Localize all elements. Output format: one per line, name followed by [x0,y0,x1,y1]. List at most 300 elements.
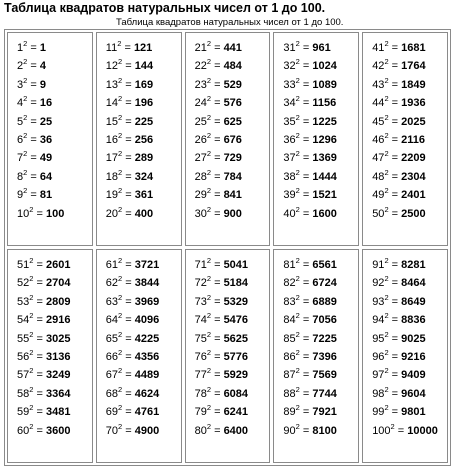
square-base: 32 [283,60,296,73]
equals-sign: = [122,332,135,345]
square-value: 5476 [223,314,249,327]
square-value: 625 [223,115,242,128]
square-exponent: 2 [384,348,389,358]
square-base: 60 [17,424,30,437]
equals-sign: = [299,369,313,382]
square-exponent: 2 [118,167,123,177]
square-value: 961 [312,42,331,54]
square-value: 3136 [45,351,71,364]
equals-sign: = [388,406,402,419]
square-value: 5041 [223,259,249,271]
square-value: 3249 [45,369,71,382]
square-row [372,311,447,329]
square-row [283,330,358,348]
equals-sign: = [33,424,46,437]
square-base: 18 [105,170,119,183]
square-exponent: 2 [295,204,300,214]
square-base: 23 [194,78,207,91]
square-base: 92 [372,277,385,290]
square-exponent: 2 [384,186,389,196]
square-exponent: 2 [390,421,395,431]
square-value: 4356 [134,351,160,364]
square-row [17,385,92,403]
equals-sign: = [211,60,224,73]
square-value: 4489 [134,369,160,382]
square-value: 4624 [134,387,160,400]
square-base: 53 [17,295,30,308]
square-value: 2916 [45,314,71,327]
square-exponent: 2 [29,274,34,284]
square-base: 93 [372,295,385,308]
equals-sign: = [388,277,402,290]
square-exponent: 2 [118,421,123,431]
square-row [17,348,92,366]
square-value: 2116 [401,134,426,147]
square-base: 71 [194,259,207,271]
square-base: 48 [372,170,385,183]
square-exponent: 2 [29,366,34,376]
square-base: 78 [194,387,207,400]
equals-sign: = [211,295,224,308]
square-row [106,256,181,274]
equals-sign: = [211,314,224,327]
square-base: 99 [372,406,385,419]
equals-sign: = [299,314,313,327]
square-row [283,168,358,186]
square-row [195,186,270,204]
table-cell-block [7,32,93,246]
square-row [283,57,358,75]
square-base: 87 [283,369,296,382]
square-value: 7744 [312,387,337,400]
equals-sign: = [388,207,402,220]
square-row [17,168,92,186]
square-exponent: 2 [206,384,212,394]
page-title: Таблица квадратов натуральных чисел от 1 до 100. [4,1,326,15]
equals-sign: = [211,97,224,110]
square-exponent: 2 [29,329,34,339]
square-base: 76 [194,351,207,364]
equals-sign: = [299,259,313,271]
square-exponent: 2 [206,311,212,321]
square-exponent: 2 [29,421,34,431]
square-exponent: 2 [295,384,300,394]
equals-sign: = [299,42,313,54]
square-value: 2401 [401,189,426,202]
square-base: 80 [194,424,207,437]
square-value: 7056 [312,314,337,327]
square-exponent: 2 [384,94,389,104]
square-base: 17 [105,152,119,165]
square-row [283,186,358,204]
square-value: 9216 [401,351,426,364]
square-base: 4 [17,97,24,110]
square-exponent: 2 [206,348,212,358]
equals-sign: = [299,115,313,128]
square-value: 361 [134,189,154,202]
equals-sign: = [299,406,313,419]
square-value: 25 [39,115,53,128]
square-value: 6561 [312,259,337,271]
square-row [195,168,270,186]
square-base: 75 [194,332,207,345]
equals-sign: = [299,134,313,147]
square-base: 8 [17,170,24,183]
square-base: 40 [283,207,296,220]
square-row [283,256,358,274]
square-row [106,39,181,57]
square-exponent: 2 [295,112,300,122]
square-row [195,149,270,167]
square-base: 57 [17,369,30,382]
equals-sign: = [27,78,40,91]
square-value: 169 [134,78,154,91]
square-exponent: 2 [118,112,123,122]
square-row [17,422,92,440]
square-exponent: 2 [118,348,123,358]
square-row [106,113,181,131]
square-base: 90 [283,424,296,437]
square-value: 8281 [401,259,426,271]
square-base: 29 [194,189,207,202]
equals-sign: = [122,424,135,437]
equals-sign: = [211,277,224,290]
square-value: 841 [223,189,242,202]
square-base: 46 [372,134,385,147]
equals-sign: = [211,134,224,147]
square-base: 12 [105,60,119,73]
square-row [283,113,358,131]
square-row [372,422,447,440]
square-exponent: 2 [295,39,300,48]
square-base: 72 [194,277,207,290]
square-base: 13 [105,78,119,91]
square-base: 6 [17,134,24,147]
square-base: 47 [372,152,385,165]
equals-sign: = [122,152,135,165]
equals-sign: = [33,295,46,308]
square-base: 35 [283,115,296,128]
square-base: 31 [283,42,296,54]
square-base: 56 [17,351,30,364]
square-value: 729 [223,152,242,165]
square-row [17,76,92,94]
square-row [372,293,447,311]
square-exponent: 2 [384,274,389,284]
square-row [283,76,358,94]
square-row [195,422,270,440]
square-base: 7 [17,152,24,165]
square-row [283,39,358,57]
square-value: 1156 [312,97,337,110]
square-value: 7396 [312,351,337,364]
equals-sign: = [27,60,40,73]
square-value: 5625 [223,332,249,345]
equals-sign: = [299,277,313,290]
square-row [283,293,358,311]
square-value: 784 [223,170,242,183]
square-base: 30 [194,207,207,220]
square-exponent: 2 [384,149,389,159]
square-value: 8464 [401,277,426,290]
square-base: 62 [105,277,119,290]
square-value: 1849 [401,78,426,91]
square-value: 1024 [312,60,337,73]
square-exponent: 2 [23,131,28,141]
equals-sign: = [388,295,402,308]
square-exponent: 2 [118,94,123,104]
square-exponent: 2 [295,94,300,104]
square-exponent: 2 [206,131,212,141]
square-value: 7569 [312,369,337,382]
square-row [17,39,92,57]
equals-sign: = [122,78,135,91]
square-value: 1225 [312,115,337,128]
square-value: 6084 [223,387,249,400]
square-base: 41 [372,42,385,54]
square-value: 9409 [401,369,426,382]
square-row [17,113,92,131]
square-row [195,385,270,403]
square-row [372,385,447,403]
square-row [17,403,92,421]
square-base: 83 [283,295,296,308]
equals-sign: = [388,170,402,183]
square-base: 96 [372,351,385,364]
square-base: 98 [372,387,385,400]
square-exponent: 2 [206,204,212,214]
square-exponent: 2 [206,292,212,302]
square-value: 4 [39,60,46,73]
square-exponent: 2 [29,384,34,394]
equals-sign: = [388,314,402,327]
square-value: 3600 [45,424,71,437]
equals-sign: = [211,387,224,400]
square-exponent: 2 [206,57,212,67]
equals-sign: = [122,189,135,202]
square-value: 81 [39,189,53,202]
equals-sign: = [27,42,40,54]
equals-sign: = [211,351,224,364]
equals-sign: = [299,152,313,165]
square-value: 1369 [312,152,337,165]
equals-sign: = [299,60,313,73]
equals-sign: = [27,97,40,110]
square-exponent: 2 [23,149,28,159]
square-base: 58 [17,387,30,400]
equals-sign: = [388,387,402,400]
square-value: 6724 [312,277,337,290]
square-value: 400 [134,207,154,220]
square-row [17,330,92,348]
equals-sign: = [122,170,135,183]
squares-table [4,29,451,466]
square-value: 2209 [401,152,426,165]
square-exponent: 2 [295,421,300,431]
equals-sign: = [211,189,224,202]
square-value: 3969 [134,295,160,308]
square-exponent: 2 [295,75,300,85]
square-exponent: 2 [118,149,123,159]
square-base: 97 [372,369,385,382]
square-base: 21 [194,42,207,54]
square-row [195,131,270,149]
equals-sign: = [27,115,40,128]
equals-sign: = [388,42,402,54]
equals-sign: = [122,387,135,400]
equals-sign: = [122,134,135,147]
square-base: 100 [372,424,391,437]
square-base: 59 [17,406,30,419]
square-row [372,168,447,186]
equals-sign: = [33,406,46,419]
equals-sign: = [122,207,135,220]
square-exponent: 2 [23,39,28,48]
page-subtitle: Таблица квадратов натуральных чисел от 1 до 100. [116,17,344,28]
square-row [283,205,358,223]
square-base: 11 [105,42,118,54]
square-base: 95 [372,332,385,345]
equals-sign: = [33,332,46,345]
square-row [372,330,447,348]
square-exponent: 2 [295,366,300,376]
square-row [372,94,447,112]
square-exponent: 2 [23,167,28,177]
square-exponent: 2 [206,256,212,265]
square-row [283,422,358,440]
square-row [372,366,447,384]
square-value: 529 [223,78,242,91]
square-exponent: 2 [206,149,212,159]
square-row [372,57,447,75]
square-base: 86 [283,351,296,364]
square-base: 25 [194,115,207,128]
square-base: 55 [17,332,30,345]
square-exponent: 2 [206,421,212,431]
square-value: 6241 [223,406,249,419]
square-row [283,348,358,366]
square-base: 70 [105,424,119,437]
square-base: 39 [283,189,296,202]
square-row [106,311,181,329]
square-exponent: 2 [295,311,300,321]
equals-sign: = [211,424,224,437]
square-value: 64 [39,170,53,183]
square-exponent: 2 [295,167,300,177]
square-exponent: 2 [384,366,389,376]
square-base: 19 [105,189,119,202]
square-value: 3481 [45,406,71,419]
equals-sign: = [33,259,46,271]
square-value: 289 [134,152,154,165]
square-row [283,366,358,384]
equals-sign: = [122,314,135,327]
square-row [372,149,447,167]
square-exponent: 2 [384,292,389,302]
square-base: 3 [17,78,24,91]
table-cell-block [185,32,271,246]
square-row [106,186,181,204]
square-base: 22 [194,60,207,73]
equals-sign: = [299,332,313,345]
square-exponent: 2 [295,348,300,358]
square-exponent: 2 [295,403,300,413]
square-row [17,205,92,223]
square-row [17,131,92,149]
square-value: 1296 [312,134,337,147]
square-base: 74 [194,314,207,327]
square-value: 1444 [312,170,337,183]
square-exponent: 2 [206,112,212,122]
square-row [106,293,181,311]
square-value: 4225 [134,332,160,345]
square-row [106,330,181,348]
equals-sign: = [211,207,224,220]
square-exponent: 2 [384,131,389,141]
square-value: 1089 [312,78,337,91]
square-value: 5329 [223,295,249,308]
square-base: 15 [105,115,119,128]
equals-sign: = [211,152,224,165]
square-base: 52 [17,277,30,290]
square-row [372,274,447,292]
square-exponent: 2 [384,112,389,122]
square-row [195,366,270,384]
square-row [195,205,270,223]
square-value: 2601 [45,259,71,271]
square-row [372,39,447,57]
equals-sign: = [27,189,40,202]
square-base: 79 [194,406,207,419]
square-value: 2704 [45,277,71,290]
square-base: 43 [372,78,385,91]
square-row [372,205,447,223]
square-base: 91 [372,259,385,271]
square-row [372,348,447,366]
square-exponent: 2 [384,75,389,85]
square-base: 5 [17,115,24,128]
square-exponent: 2 [206,167,212,177]
square-exponent: 2 [118,274,123,284]
square-value: 3364 [45,387,71,400]
equals-sign: = [122,259,135,271]
square-exponent: 2 [29,256,34,265]
square-base: 65 [105,332,119,345]
equals-sign: = [33,387,46,400]
square-value: 9604 [401,387,426,400]
equals-sign: = [33,207,46,220]
equals-sign: = [211,115,224,128]
square-value: 16 [39,97,53,110]
square-base: 34 [283,97,296,110]
equals-sign: = [211,259,224,271]
square-row [17,256,92,274]
square-base: 51 [17,259,30,271]
square-value: 100 [45,207,65,220]
square-base: 69 [105,406,119,419]
equals-sign: = [388,332,402,345]
square-base: 84 [283,314,296,327]
square-value: 1764 [401,60,426,73]
square-base: 24 [194,97,207,110]
square-value: 1 [39,42,46,54]
square-row [106,385,181,403]
square-value: 5184 [223,277,249,290]
square-row [17,274,92,292]
square-exponent: 2 [384,256,389,265]
square-row [106,274,181,292]
equals-sign: = [122,369,135,382]
